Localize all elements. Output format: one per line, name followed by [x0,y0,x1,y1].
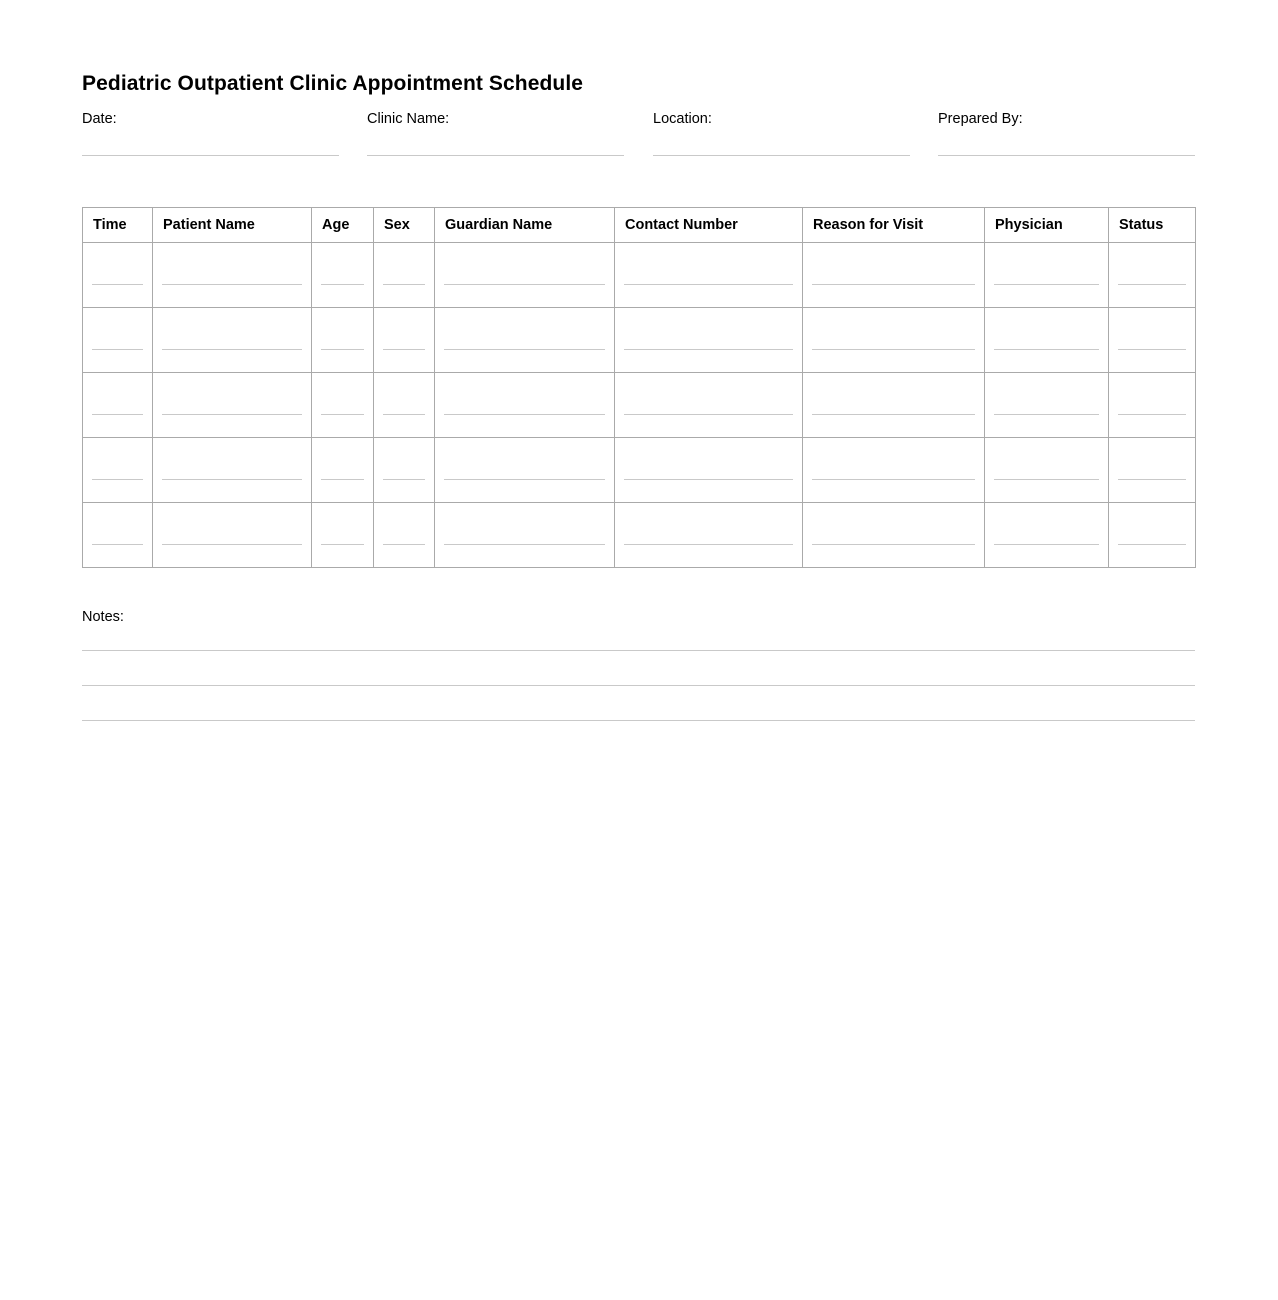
cell-input-line [383,479,425,480]
cell-input-line [812,349,975,350]
header-field-location-input-line[interactable] [653,155,910,156]
cell-input-line [92,349,143,350]
cell-reason-for-visit[interactable] [803,438,985,503]
cell-age[interactable] [312,373,374,438]
cell-input-line [624,414,793,415]
table-row [83,308,1196,373]
cell-input-line [162,414,302,415]
cell-status[interactable] [1109,438,1196,503]
cell-input-line [624,284,793,285]
cell-input-line [92,284,143,285]
cell-guardian-name[interactable] [435,503,615,568]
notes-line-1[interactable] [82,650,1195,651]
cell-sex[interactable] [374,503,435,568]
table-row [83,438,1196,503]
cell-input-line [812,479,975,480]
cell-input-line [812,414,975,415]
cell-input-line [994,544,1099,545]
cell-reason-for-visit[interactable] [803,243,985,308]
notes-label: Notes: [82,609,124,625]
cell-patient-name[interactable] [153,373,312,438]
cell-time[interactable] [83,308,153,373]
cell-input-line [321,414,364,415]
cell-input-line [624,544,793,545]
cell-input-line [1118,479,1186,480]
header-field-clinic-name [367,110,624,162]
cell-physician[interactable] [985,243,1109,308]
header-field-date-label: Date: [82,111,117,127]
column-header-contact-number: Contact Number [615,208,803,243]
cell-reason-for-visit[interactable] [803,503,985,568]
cell-sex[interactable] [374,243,435,308]
cell-physician[interactable] [985,373,1109,438]
table-body [83,243,1196,568]
column-header-status: Status [1109,208,1196,243]
cell-physician[interactable] [985,503,1109,568]
cell-reason-for-visit[interactable] [803,308,985,373]
cell-input-line [383,414,425,415]
cell-contact-number[interactable] [615,503,803,568]
cell-input-line [92,414,143,415]
header-fields [82,110,1195,162]
cell-patient-name[interactable] [153,438,312,503]
cell-input-line [444,544,605,545]
cell-input-line [321,479,364,480]
cell-time[interactable] [83,373,153,438]
cell-contact-number[interactable] [615,373,803,438]
cell-status[interactable] [1109,373,1196,438]
table-row [83,373,1196,438]
header-field-location-label: Location: [653,111,712,127]
column-header-physician: Physician [985,208,1109,243]
cell-input-line [321,284,364,285]
cell-time[interactable] [83,438,153,503]
cell-input-line [444,284,605,285]
column-header-time: Time [83,208,153,243]
cell-physician[interactable] [985,308,1109,373]
table-row [83,243,1196,308]
header-field-prepared-by-label: Prepared By: [938,111,1023,127]
table-header-row [83,208,1196,243]
cell-input-line [162,349,302,350]
header-field-clinic-name-input-line[interactable] [367,155,624,156]
cell-input-line [92,479,143,480]
cell-guardian-name[interactable] [435,243,615,308]
cell-status[interactable] [1109,243,1196,308]
header-field-location [653,110,910,162]
page-title: Pediatric Outpatient Clinic Appointment Schedule [82,72,584,96]
cell-input-line [1118,414,1186,415]
cell-input-line [994,284,1099,285]
cell-input-line [444,414,605,415]
cell-time[interactable] [83,243,153,308]
cell-input-line [162,284,302,285]
column-header-age: Age [312,208,374,243]
column-header-guardian-name: Guardian Name [435,208,615,243]
cell-input-line [92,544,143,545]
cell-guardian-name[interactable] [435,438,615,503]
header-field-clinic-name-label: Clinic Name: [367,111,450,127]
cell-age[interactable] [312,503,374,568]
cell-input-line [1118,544,1186,545]
cell-contact-number[interactable] [615,243,803,308]
cell-patient-name[interactable] [153,243,312,308]
notes-section [82,608,1195,626]
cell-input-line [444,479,605,480]
header-field-date-input-line[interactable] [82,155,339,156]
cell-input-line [321,349,364,350]
cell-input-line [812,284,975,285]
cell-sex[interactable] [374,373,435,438]
cell-input-line [162,479,302,480]
notes-line-3[interactable] [82,720,1195,721]
cell-input-line [812,544,975,545]
cell-patient-name[interactable] [153,308,312,373]
cell-sex[interactable] [374,438,435,503]
appointment-table [82,207,1196,568]
cell-input-line [624,479,793,480]
column-header-reason-for-visit: Reason for Visit [803,208,985,243]
cell-patient-name[interactable] [153,503,312,568]
column-header-sex: Sex [374,208,435,243]
notes-line-2[interactable] [82,685,1195,686]
cell-input-line [383,349,425,350]
cell-guardian-name[interactable] [435,308,615,373]
cell-input-line [994,414,1099,415]
cell-input-line [383,284,425,285]
cell-contact-number[interactable] [615,308,803,373]
cell-age[interactable] [312,308,374,373]
cell-input-line [1118,349,1186,350]
cell-input-line [624,349,793,350]
cell-input-line [994,349,1099,350]
cell-physician[interactable] [985,438,1109,503]
cell-status[interactable] [1109,308,1196,373]
cell-input-line [162,544,302,545]
cell-status[interactable] [1109,503,1196,568]
cell-age[interactable] [312,438,374,503]
cell-input-line [383,544,425,545]
cell-time[interactable] [83,503,153,568]
cell-input-line [321,544,364,545]
cell-input-line [444,349,605,350]
cell-sex[interactable] [374,308,435,373]
cell-input-line [994,479,1099,480]
cell-guardian-name[interactable] [435,373,615,438]
cell-reason-for-visit[interactable] [803,373,985,438]
header-field-prepared-by [938,110,1195,162]
cell-age[interactable] [312,243,374,308]
cell-contact-number[interactable] [615,438,803,503]
column-header-patient-name: Patient Name [153,208,312,243]
header-field-prepared-by-input-line[interactable] [938,155,1195,156]
cell-input-line [1118,284,1186,285]
table-row [83,503,1196,568]
header-field-date [82,110,339,162]
